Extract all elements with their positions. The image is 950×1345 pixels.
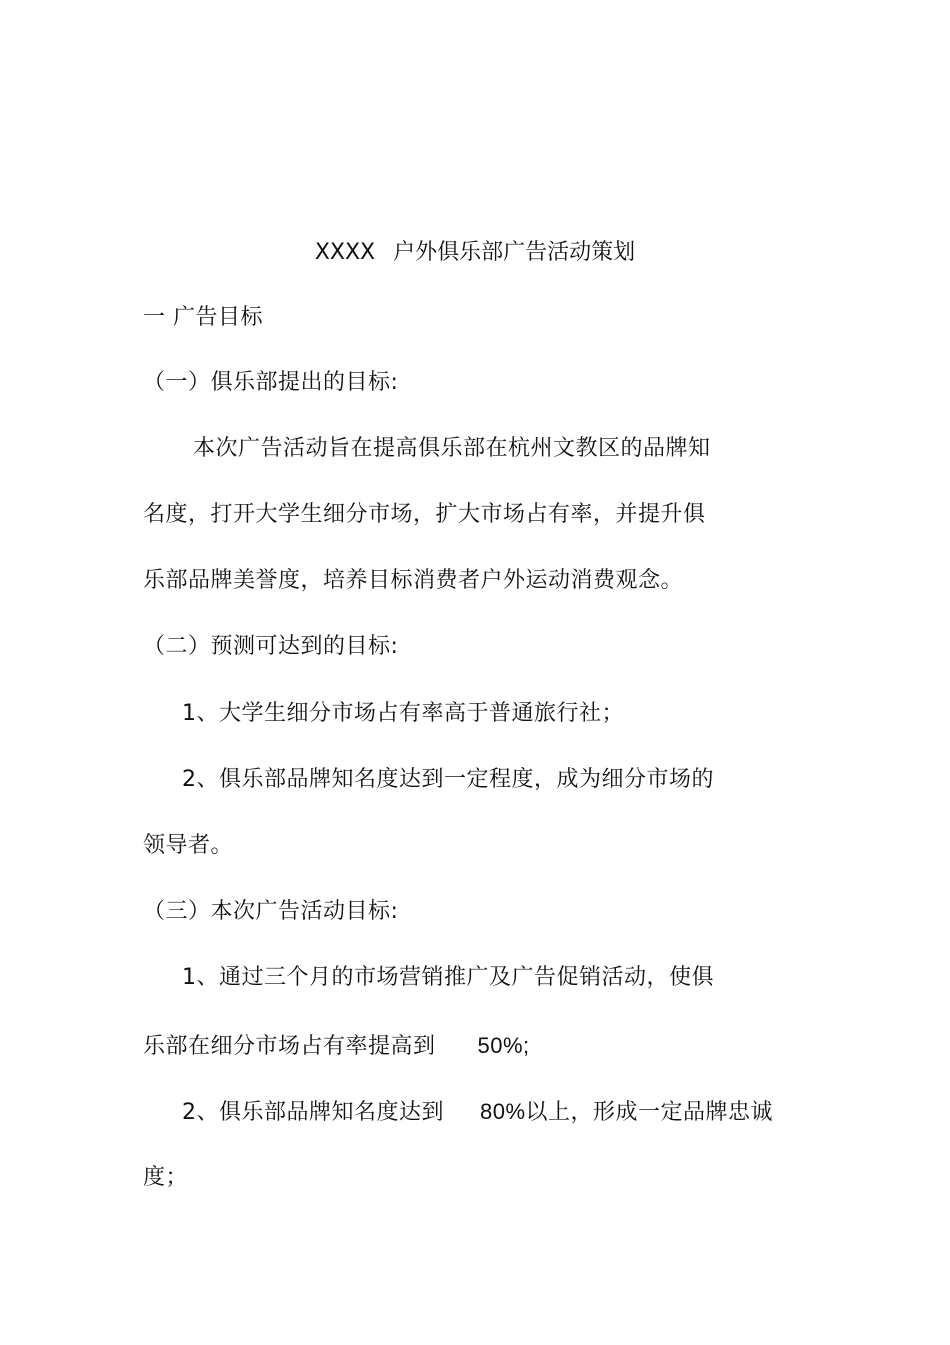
list-item-2-2-line-1: 2、俱乐部品牌知名度达到一定程度，成为细分市场的 bbox=[182, 767, 714, 792]
paragraph-line-3: 乐部品牌美誉度，培养目标消费者户外运动消费观念。 bbox=[143, 568, 684, 593]
document-title bbox=[0, 238, 950, 268]
paragraph-line-2: 名度，打开大学生细分市场，扩大市场占有率，并提升俱 bbox=[143, 502, 706, 527]
section-heading-ad-goals: 一 广告目标 bbox=[143, 305, 263, 330]
list-item-3-1-text: 乐部在细分市场占有率提高到 bbox=[143, 1034, 436, 1059]
title-cn: 户外俱乐部广告活动策划 bbox=[393, 240, 636, 265]
list-item-3-2-line-2: 度； bbox=[143, 1165, 189, 1190]
list-item-3-2-text: 2、俱乐部品牌知名度达到 bbox=[182, 1100, 444, 1125]
list-item-3-2-value: 80%以上，形成一定品牌忠诚 bbox=[480, 1099, 774, 1124]
title-latin: XXXX bbox=[314, 240, 376, 265]
list-item-3-1-line-2 bbox=[143, 1031, 530, 1062]
list-item-2-1: 1、大学生细分市场占有率高于普通旅行社； bbox=[182, 701, 624, 726]
list-item-3-2-line-1 bbox=[182, 1097, 773, 1128]
subheading-predicted-goals: （二）预测可达到的目标: bbox=[143, 634, 399, 659]
list-item-2-2-line-2: 领导者。 bbox=[143, 833, 234, 858]
paragraph-line-1: 本次广告活动旨在提高俱乐部在杭州文教区的品牌知 bbox=[193, 436, 711, 461]
list-item-3-1-value: 50%; bbox=[477, 1033, 530, 1058]
subheading-campaign-goals: （三）本次广告活动目标: bbox=[143, 899, 399, 924]
subheading-club-goals: （一）俱乐部提出的目标: bbox=[143, 370, 399, 395]
list-item-3-1-line-1: 1、通过三个月的市场营销推广及广告促销活动，使俱 bbox=[182, 965, 714, 990]
